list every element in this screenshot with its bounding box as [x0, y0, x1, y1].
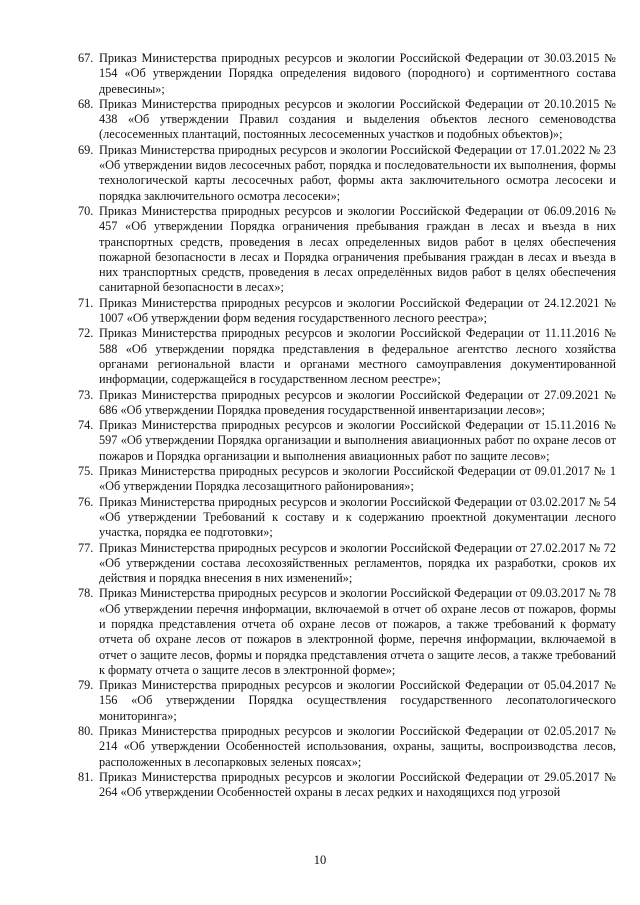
item-text: Приказ Министерства природных ресурсов и экологии Российской Федерации от 03.02.2017 № 54 «Об утверждении Требований к составу и к содержанию проектной документации лесного участка, порядка ее подготовки»;	[99, 494, 616, 540]
item-text: Приказ Министерства природных ресурсов и экологии Российской Федерации от 24.12.2021 № 1007 «Об утверждении форм ведения государственного лесного реестра»;	[99, 295, 616, 326]
item-number: 78.	[78, 586, 94, 601]
list-item	[78, 296, 616, 327]
item-number: 81.	[78, 769, 94, 784]
item-text: Приказ Министерства природных ресурсов и экологии Российской Федерации от 20.10.2015 № 438 «Об утверждении Правил создания и выделения объектов лесного семеноводства (лесосеменных плантаций, постоянных лесосеменных участков и подобных объектов)»;	[99, 96, 616, 142]
list-item	[78, 541, 616, 587]
item-text: Приказ Министерства природных ресурсов и экологии Российской Федерации от 11.11.2016 № 588 «Об утверждении порядка представления в федеральное агентство лесного хозяйства органами региональной власти и органами местного самоуправления документированной информации, содержащейся в государственном лесном реестре»;	[99, 326, 616, 387]
list-item	[78, 204, 616, 296]
item-number: 70.	[78, 203, 94, 218]
list-item	[78, 418, 616, 464]
item-number: 76.	[78, 494, 94, 509]
list-item	[78, 678, 616, 724]
item-number: 75.	[78, 464, 94, 479]
item-text: Приказ Министерства природных ресурсов и экологии Российской Федерации от 09.01.2017 № 1 «Об утверждении Порядка лесозащитного районирования»;	[99, 464, 616, 494]
item-text: Приказ Министерства природных ресурсов и экологии Российской Федерации от 27.02.2017 № 72 «Об утверждении состава лесохозяйственных регламентов, порядка их разработки, сроков их действия и порядка внесения в них изменений»;	[99, 540, 616, 586]
item-text: Приказ Министерства природных ресурсов и экологии Российской Федерации от 29.05.2017 № 264 «Об утверждении Особенностей охраны в лесах редких и находящихся под угрозой	[99, 769, 616, 800]
list-item	[78, 326, 616, 387]
item-text: Приказ Министерства природных ресурсов и экологии Российской Федерации от 17.01.2022 № 23 «Об утверждении видов лесосечных работ, порядка и последовательности их выполнения, формы технологической карты лесосечных работ, формы акта заключительного осмотра лесосеки и порядка заключительного осмотра лесосеки»;	[99, 142, 616, 203]
item-number: 74.	[78, 418, 94, 433]
legal-acts-list	[78, 51, 616, 801]
item-text: Приказ Министерства природных ресурсов и экологии Российской Федерации от 30.03.2015 № 154 «Об утверждении Порядка определения видового (породного) и сортиментного состава древесины»;	[99, 51, 616, 96]
item-number: 79.	[78, 678, 94, 693]
list-item	[78, 495, 616, 541]
item-number: 72.	[78, 326, 94, 341]
item-number: 73.	[78, 387, 94, 402]
list-item	[78, 586, 616, 678]
item-text: Приказ Министерства природных ресурсов и экологии Российской Федерации от 02.05.2017 № 214 «Об утверждении Особенностей использования, охраны, защиты, воспроизводства лесов, расположенных в лесопарковых зеленых поясах»;	[99, 724, 616, 769]
page-number: 10	[313, 853, 327, 867]
list-item	[78, 770, 616, 801]
list-item	[78, 97, 616, 143]
item-number: 69.	[78, 142, 94, 157]
item-number: 67.	[78, 51, 94, 65]
list-item	[78, 51, 616, 97]
item-number: 71.	[78, 295, 94, 310]
item-number: 68.	[78, 96, 94, 111]
list-item	[78, 724, 616, 770]
item-text: Приказ Министерства природных ресурсов и экологии Российской Федерации от 05.04.2017 № 156 «Об утверждении Порядка осуществления государственного лесопатологического мониторинга»;	[99, 678, 616, 723]
item-text: Приказ Министерства природных ресурсов и экологии Российской Федерации от 15.11.2016 № 597 «Об утверждении Порядка организации и выполнения авиационных работ по охране лесов от пожаров и Порядка организации и выполнения авиационных работ по защите лесов»;	[99, 418, 616, 463]
list-item	[78, 143, 616, 204]
list-item	[78, 464, 616, 495]
item-number: 80.	[78, 724, 94, 739]
list-item	[78, 388, 616, 419]
item-text: Приказ Министерства природных ресурсов и экологии Российской Федерации от 09.03.2017 № 78 «Об утверждении перечня информации, включаемой в отчет об охране лесов от пожаров, формы и порядка представления отчета об охране лесов от пожаров, а также требований к формату отчета об охране лесов от пожаров в электронной форме, перечня информации, включаемой в отчет о защите лесов, формы и порядка представления отчета о защите лесов, а также требований к формату отчета о защите лесов в электронной форме»;	[99, 586, 616, 677]
item-text: Приказ Министерства природных ресурсов и экологии Российской Федерации от 06.09.2016 № 457 «Об утверждении Порядка ограничения пребывания граждан в лесах и въезда в них транспортных средств, проведения в лесах определенных видов работ в целях обеспечения пожарной безопасности в лесах и Порядка ограничения пребывания граждан в лесах и въезда в них транспортных средств, проведения в лесах определённых видов работ в целях обеспечения санитарной безопасности в лесах»;	[99, 203, 616, 295]
item-number: 77.	[78, 540, 94, 555]
item-text: Приказ Министерства природных ресурсов и экологии Российской Федерации от 27.09.2021 № 686 «Об утверждении Порядка проведения государственной инвентаризации лесов»;	[99, 387, 616, 417]
